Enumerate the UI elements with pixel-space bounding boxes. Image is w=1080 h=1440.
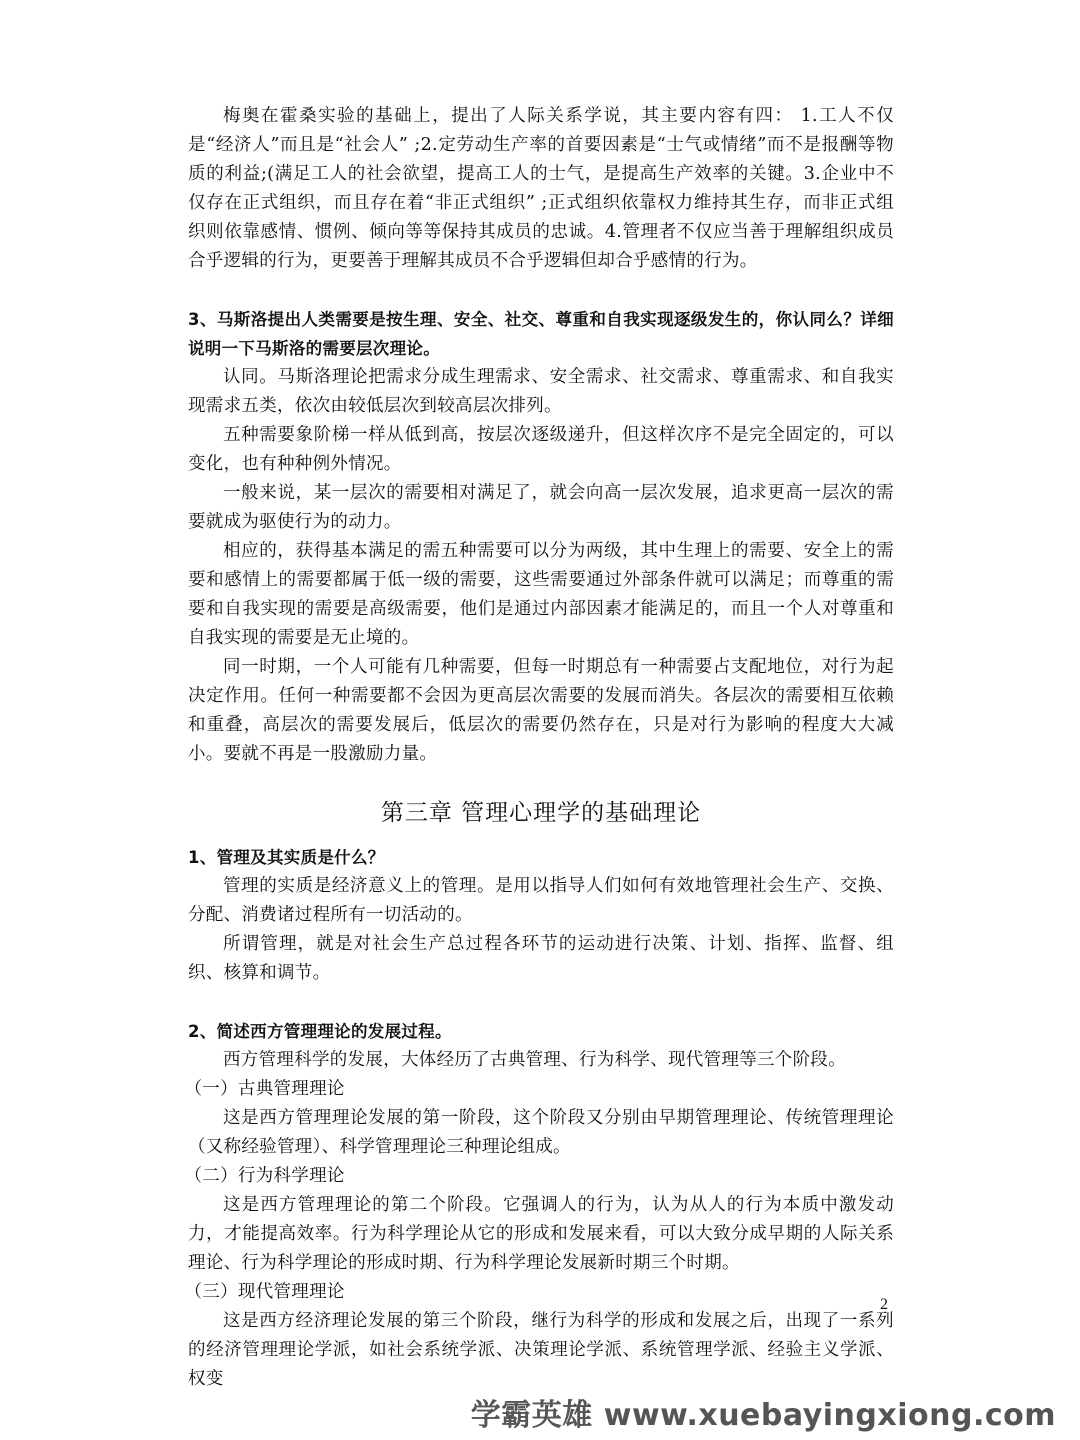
page-number: 2	[880, 1296, 888, 1313]
paragraph: 一般来说，某一层次的需要相对满足了，就会向高一层次发展，追求更高一层次的需要就成为驱使行为的动力。	[188, 483, 894, 532]
chapter-title: 第三章 管理心理学的基础理论	[380, 800, 702, 826]
paragraph: 西方管理科学的发展，大体经历了古典管理、行为科学、现代管理等三个阶段。	[223, 1050, 846, 1070]
question-1-heading: 1、管理及其实质是什么？	[188, 848, 385, 867]
paragraph: 相应的，获得基本满足的需五种需要可以分为两级，其中生理上的需要、安全上的需要和感情上的需要都属于低一级的需要，这些需要通过外部条件就可以满足；而尊重的需要和自我实现的需要是高级需要，他们是通过内部因素才能满足的，而且一个人对尊重和自我实现的需要是无止境的。	[188, 541, 894, 648]
spacer	[188, 988, 894, 1017]
paragraph: 所谓管理，就是对社会生产总过程各环节的运动进行决策、计划、指挥、监督、组织、核算和调节。	[188, 934, 894, 983]
paragraph: 这是西方管理理论的第二个阶段。它强调人的行为，认为从人的行为本质中激发动力，才能提高效率。行为科学理论从它的形成和发展来看，可以大致分成早期的人际关系理论、行为科学理论的形成时期、行为科学理论发展新时期三个时期。	[188, 1195, 894, 1273]
section-title-behavioral: （二）行为科学理论	[184, 1166, 345, 1186]
paragraph: 认同。马斯洛理论把需求分成生理需求、安全需求、社交需求、尊重需求、和自我实现需求五类，依次由较低层次到较高层次排列。	[188, 367, 894, 416]
paragraph: 同一时期，一个人可能有几种需要，但每一时期总有一种需要占支配地位，对行为起决定作用。任何一种需要都不会因为更高层次需要的发展而消失。各层次的需要相互依赖和重叠，高层次的需要发展后，低层次的需要仍然存在，只是对行为影响的程度大大减小。要就不再是一股激励力量。	[188, 657, 894, 764]
paragraph: 管理的实质是经济意义上的管理。是用以指导人们如何有效地管理社会生产、交换、分配、消费诸过程所有一切活动的。	[188, 876, 894, 925]
section-title-classical: （一）古典管理理论	[184, 1079, 345, 1099]
paragraph-mayo: 梅奥在霍桑实验的基础上，提出了人际关系学说，其主要内容有四： 1.工人不仅是“经济人”而且是“社会人” ;2.定劳动生产率的首要因素是“士气或情绪”而不是报酬等物质的利益;(满足工人的社会欲望，提高工人的士气，是提高生产效率的关键。3.企业中不仅存在正式组织，而且存在着“非正式组织” ;正式组织依靠权力维持其生存，而非正式组织则依靠感情、惯例、倾向等等保持其成员的忠诚。4.管理者不仅应当善于理解组织成员合乎逻辑的行为，更要善于理解其成员不合乎逻辑但却合乎感情的行为。	[188, 106, 894, 271]
paragraph: 五种需要象阶梯一样从低到高，按层次逐级递升，但这样次序不是完全固定的，可以变化，也有种种例外情况。	[188, 425, 894, 474]
question-3-heading: 3、马斯洛提出人类需要是按生理、安全、社交、尊重和自我实现逐级发生的，你认同么？详细说明一下马斯洛的需要层次理论。	[188, 310, 894, 358]
paragraph: 这是西方管理理论发展的第一阶段，这个阶段又分别由早期管理理论、传统管理理论（又称经验管理）、科学管理理论三种理论组成。	[188, 1108, 894, 1157]
question-2-heading: 2、简述西方管理理论的发展过程。	[188, 1022, 452, 1041]
spacer	[188, 276, 894, 305]
section-title-modern: （三）现代管理理论	[184, 1282, 345, 1302]
paragraph: 这是西方经济理论发展的第三个阶段，继行为科学的形成和发展之后，出现了一系列的经济管理理论学派，如社会系统学派、决策理论学派、系统管理学派、经验主义学派、权变	[188, 1311, 894, 1389]
site-watermark: 学霸英雄 www.xuebayingxiong.com	[470, 1398, 1056, 1433]
page-content	[184, 102, 894, 1394]
